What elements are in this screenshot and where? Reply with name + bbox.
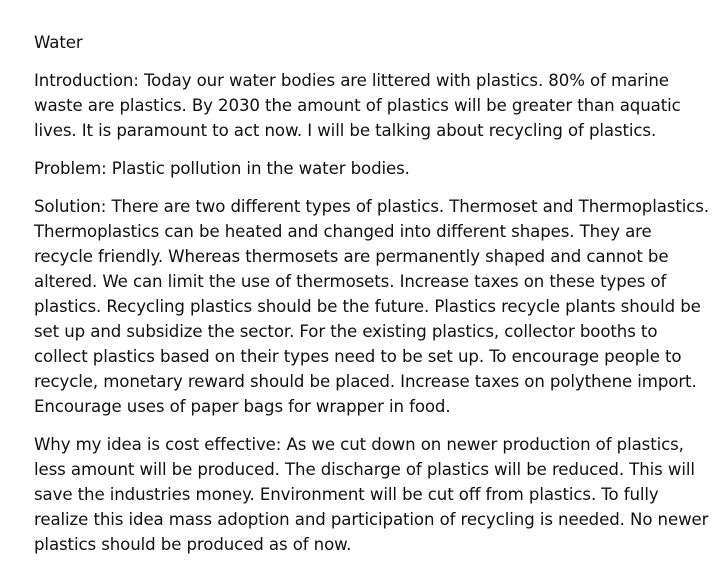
paragraph-problem: Problem: Plastic pollution in the water bodies. <box>34 159 410 178</box>
paragraph-cost-effective: Why my idea is cost effective: As we cut down on newer production of plastics, less amount will be produced. The discharge of plastics will be reduced. This will save the industries money. Environment will be cut off from plastics. To fully realize this idea mass adoption and participation of recycling is needed. No newer plastics should be produced as of now. <box>34 435 709 554</box>
paragraph-introduction: Introduction: Today our water bodies are littered with plastics. 80% of marine waste are plastics. By 2030 the amount of plastics will be greater than aquatic lives. It is paramount to act now. I will be talking about recycling of plastics. <box>34 71 681 140</box>
paragraph-solution: Solution: There are two different types of plastics. Thermoset and Thermoplastics. Thermoplastics can be heated and changed into different shapes. They are recycle friendly. Whereas thermosets are permanently shaped and cannot be altered. We can limit the use of thermosets. Increase taxes on these types of plastics. Recycling plastics should be the future. Plastics recycle plants should be set up and subsidize the sector. For the existing plastics, collector booths to collect plastics based on their types need to be set up. To encourage people to recycle, monetary reward should be placed. Increase taxes on polythene import. Encourage uses of paper bags for wrapper in food. <box>34 197 709 416</box>
document-title: Water <box>34 33 83 52</box>
